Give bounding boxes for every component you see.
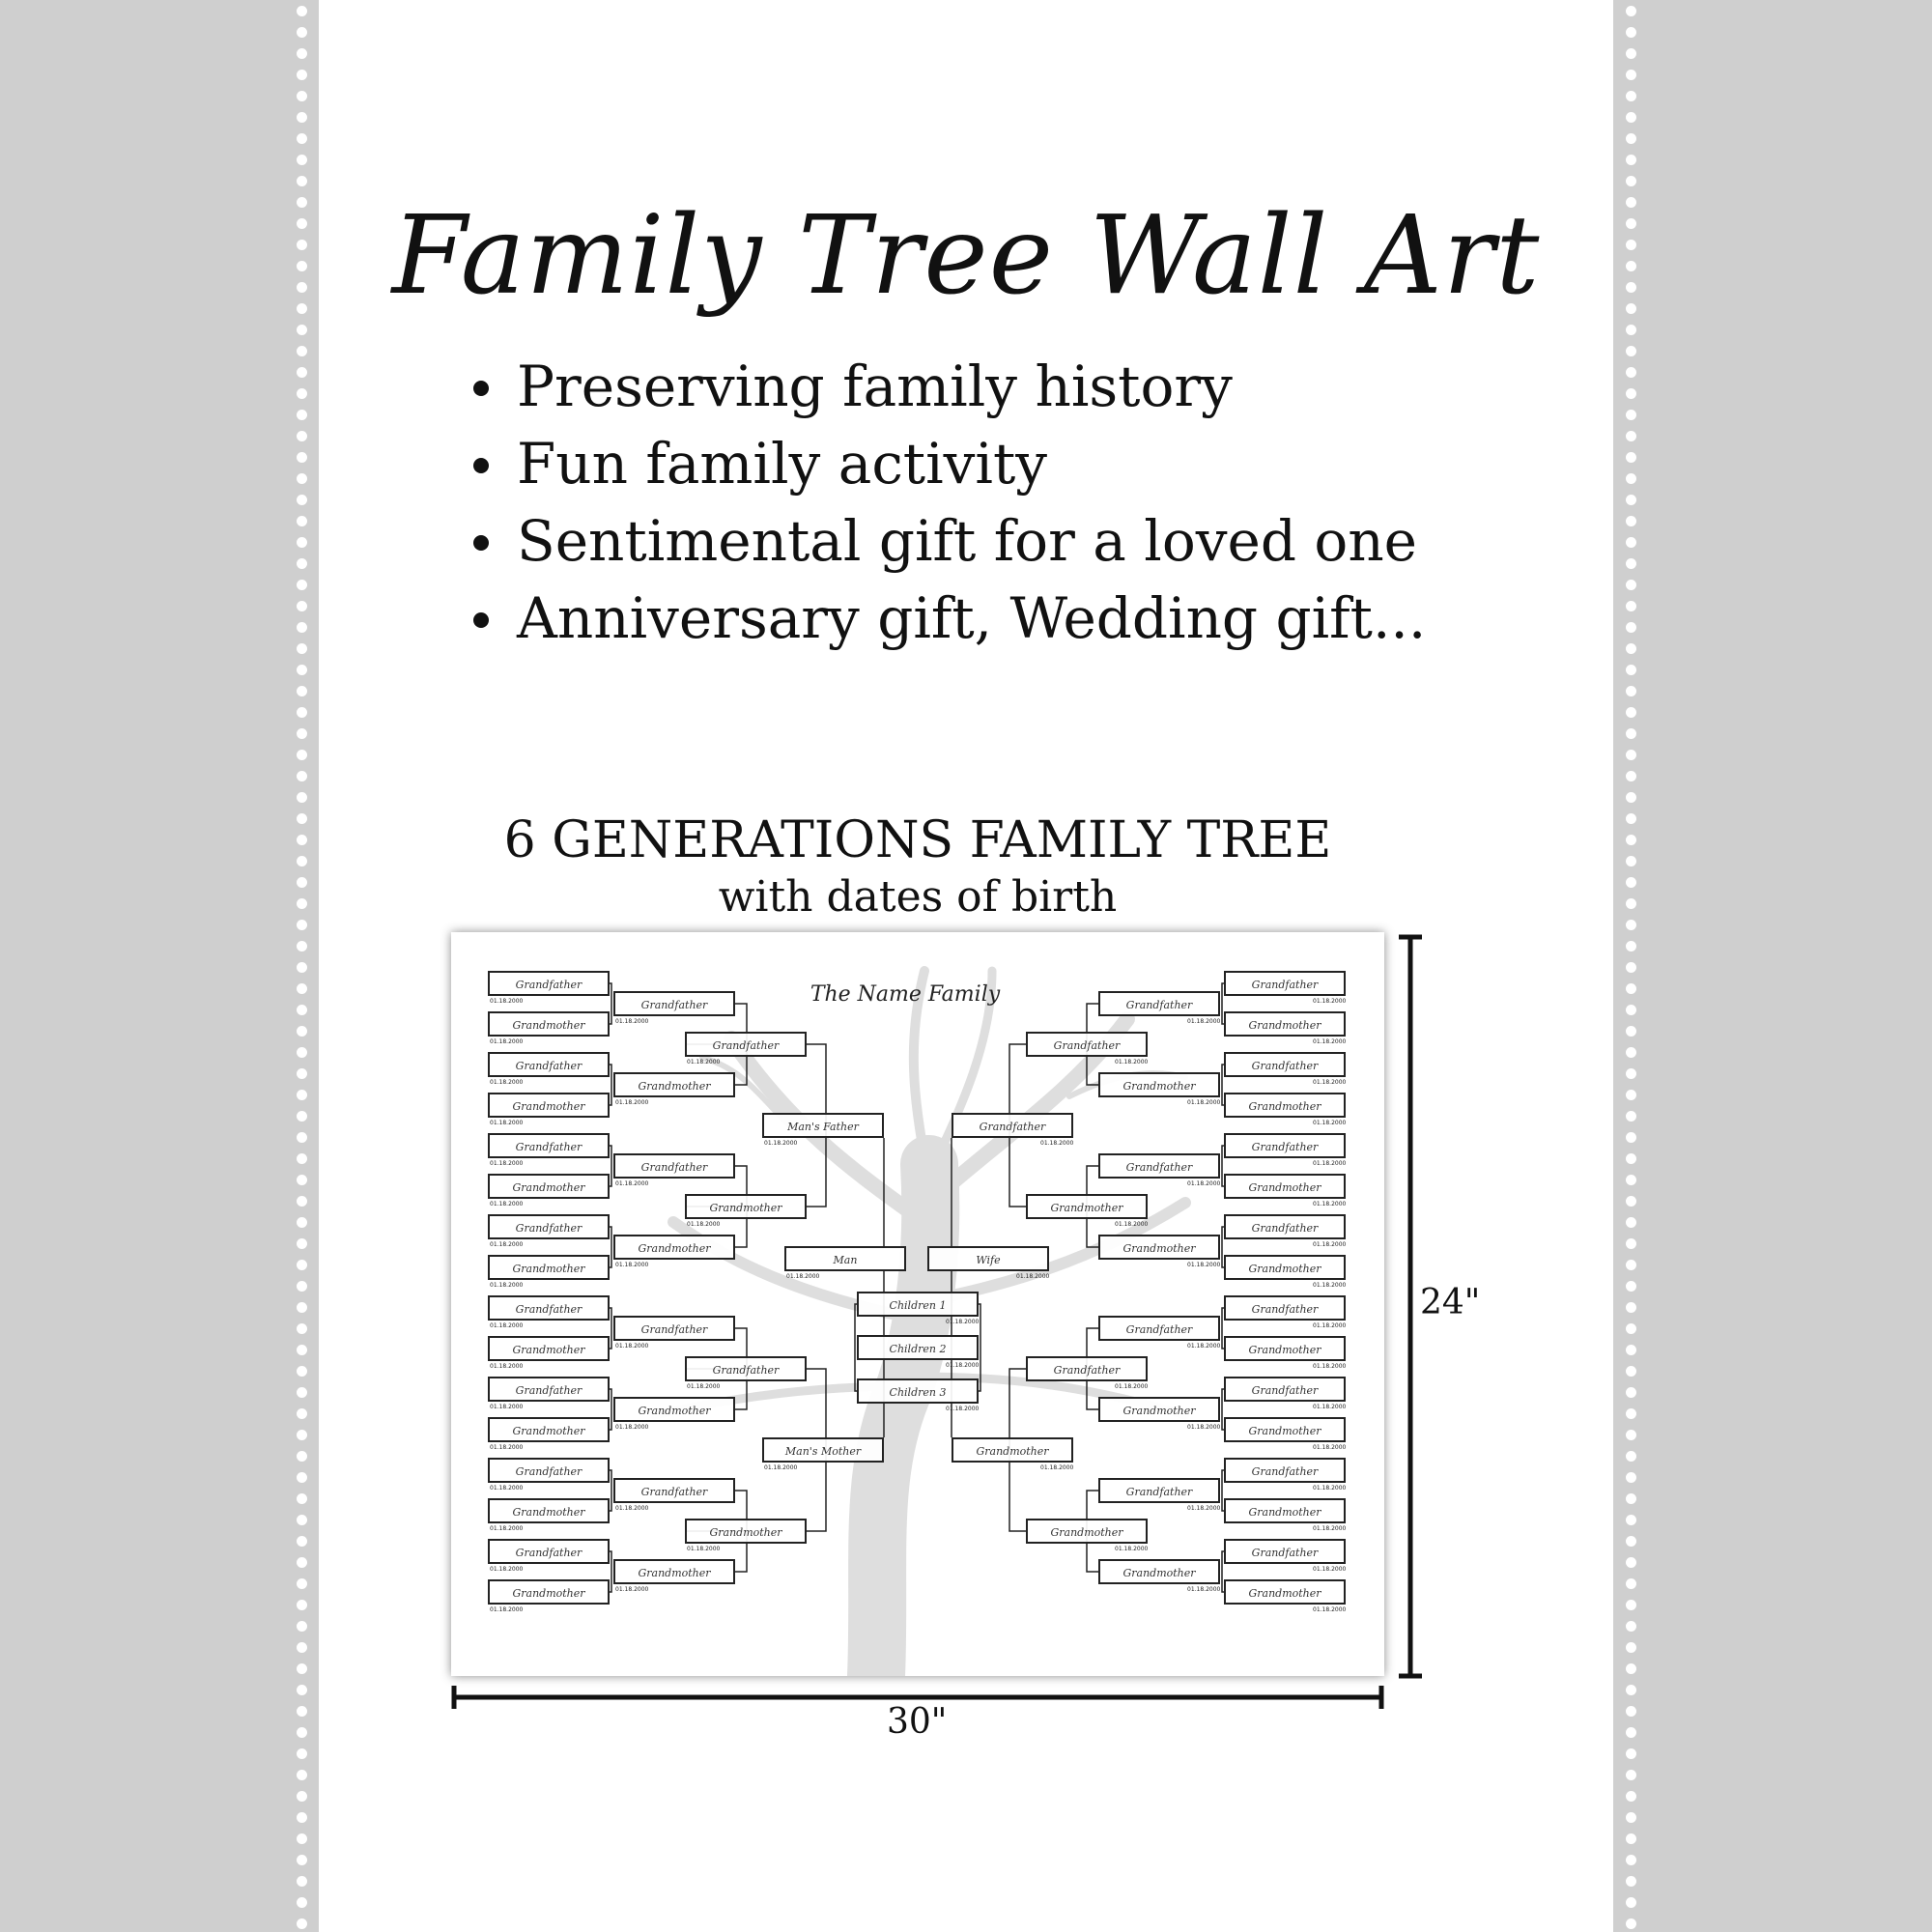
- birth-date: 01.18.2000: [786, 1273, 820, 1280]
- birth-date: 01.18.2000: [1187, 1099, 1221, 1106]
- grandmother-box: Grandmother: [1224, 1336, 1346, 1361]
- grandfather-box: Grandfather: [488, 1133, 610, 1158]
- grandfather-box: Grandfather: [1224, 1052, 1346, 1077]
- grandfather-box: Grandfather: [1026, 1032, 1148, 1057]
- mans-mother-box: Man's Mother: [762, 1437, 884, 1463]
- birth-date: 01.18.2000: [1313, 1160, 1347, 1167]
- birth-date: 01.18.2000: [1313, 998, 1347, 1005]
- grandmother-box: Grandmother: [1026, 1194, 1148, 1219]
- birth-date: 01.18.2000: [490, 1404, 524, 1410]
- grandfather-box: Grandfather: [1224, 1133, 1346, 1158]
- birth-date: 01.18.2000: [490, 1485, 524, 1492]
- grandfather-box: Grandfather: [1224, 1458, 1346, 1483]
- grandmother-box: Grandmother: [685, 1519, 807, 1544]
- wife-father-box: Grandfather: [952, 1113, 1073, 1138]
- grandmother-box: Grandmother: [488, 1174, 610, 1199]
- birth-date: 01.18.2000: [946, 1406, 980, 1412]
- grandmother-box: Grandmother: [613, 1072, 735, 1097]
- grandmother-box: Grandmother: [488, 1579, 610, 1605]
- birth-date: 01.18.2000: [1313, 1241, 1347, 1248]
- grandmother-box: Grandmother: [488, 1255, 610, 1280]
- birth-date: 01.18.2000: [615, 1505, 649, 1512]
- grandfather-box: Grandfather: [1098, 1478, 1220, 1503]
- grandfather-box: Grandfather: [613, 991, 735, 1016]
- grandmother-box: Grandmother: [1224, 1174, 1346, 1199]
- grandfather-box: Grandfather: [488, 1539, 610, 1564]
- birth-date: 01.18.2000: [1040, 1464, 1074, 1471]
- birth-date: 01.18.2000: [490, 1079, 524, 1086]
- grandmother-box: Grandmother: [1224, 1093, 1346, 1118]
- height-dimension-label: 24": [1420, 1283, 1481, 1322]
- grandfather-box: Grandfather: [1224, 1539, 1346, 1564]
- birth-date: 01.18.2000: [1115, 1059, 1149, 1065]
- child-box: Children 3: [857, 1378, 979, 1404]
- birth-date: 01.18.2000: [687, 1059, 721, 1065]
- grandmother-box: Grandmother: [613, 1397, 735, 1422]
- birth-date: 01.18.2000: [1115, 1221, 1149, 1228]
- grandfather-box: Grandfather: [613, 1153, 735, 1179]
- grandfather-box: Grandfather: [1224, 1377, 1346, 1402]
- birth-date: 01.18.2000: [1313, 1322, 1347, 1329]
- grandmother-box: Grandmother: [1224, 1417, 1346, 1442]
- birth-date: 01.18.2000: [490, 1363, 524, 1370]
- birth-date: 01.18.2000: [1016, 1273, 1050, 1280]
- grandmother-box: Grandmother: [488, 1417, 610, 1442]
- grandfather-box: Grandfather: [488, 1458, 610, 1483]
- page-title: Family Tree Wall Art: [391, 193, 1541, 319]
- grandfather-box: Grandfather: [1098, 991, 1220, 1016]
- grandmother-box: Grandmother: [488, 1093, 610, 1118]
- birth-date: 01.18.2000: [615, 1424, 649, 1431]
- birth-date: 01.18.2000: [490, 1606, 524, 1613]
- birth-date: 01.18.2000: [1313, 1444, 1347, 1451]
- grandmother-box: Grandmother: [1098, 1559, 1220, 1584]
- birth-date: 01.18.2000: [764, 1464, 798, 1471]
- birth-date: 01.18.2000: [1313, 1079, 1347, 1086]
- width-dimension-label: 30": [887, 1702, 948, 1742]
- grandfather-box: Grandfather: [488, 971, 610, 996]
- grandmother-box: Grandmother: [1098, 1235, 1220, 1260]
- wife-mother-box: Grandmother: [952, 1437, 1073, 1463]
- birth-date: 01.18.2000: [1187, 1343, 1221, 1350]
- grandmother-box: Grandmother: [685, 1194, 807, 1219]
- grandmother-box: Grandmother: [1098, 1397, 1220, 1422]
- birth-date: 01.18.2000: [687, 1221, 721, 1228]
- birth-date: 01.18.2000: [946, 1362, 980, 1369]
- grandmother-box: Grandmother: [1026, 1519, 1148, 1544]
- feature-item: Sentimental gift for a loved one: [473, 502, 1426, 580]
- birth-date: 01.18.2000: [946, 1319, 980, 1325]
- product-subtitle-line2: with dates of birth: [718, 872, 1118, 922]
- grandfather-box: Grandfather: [1224, 1214, 1346, 1239]
- grandmother-box: Grandmother: [613, 1235, 735, 1260]
- birth-date: 01.18.2000: [490, 1241, 524, 1248]
- birth-date: 01.18.2000: [490, 1038, 524, 1045]
- grandfather-box: Grandfather: [685, 1356, 807, 1381]
- child-box: Children 1: [857, 1292, 979, 1317]
- birth-date: 01.18.2000: [615, 1018, 649, 1025]
- grandfather-box: Grandfather: [1026, 1356, 1148, 1381]
- grandmother-box: Grandmother: [1224, 1579, 1346, 1605]
- grandmother-box: Grandmother: [1224, 1011, 1346, 1037]
- birth-date: 01.18.2000: [1115, 1546, 1149, 1552]
- grandmother-box: Grandmother: [488, 1011, 610, 1037]
- birth-date: 01.18.2000: [1313, 1363, 1347, 1370]
- grandfather-box: Grandfather: [488, 1052, 610, 1077]
- birth-date: 01.18.2000: [1313, 1566, 1347, 1573]
- birth-date: 01.18.2000: [490, 1566, 524, 1573]
- grandfather-box: Grandfather: [1098, 1316, 1220, 1341]
- feature-item: Fun family activity: [473, 425, 1426, 502]
- mans-father-box: Man's Father: [762, 1113, 884, 1138]
- birth-date: 01.18.2000: [1187, 1262, 1221, 1268]
- birth-date: 01.18.2000: [490, 998, 524, 1005]
- grandmother-box: Grandmother: [1224, 1255, 1346, 1280]
- birth-date: 01.18.2000: [615, 1180, 649, 1187]
- birth-date: 01.18.2000: [687, 1383, 721, 1390]
- birth-date: 01.18.2000: [1313, 1525, 1347, 1532]
- feature-item: Anniversary gift, Wedding gift...: [473, 580, 1426, 657]
- birth-date: 01.18.2000: [1187, 1180, 1221, 1187]
- birth-date: 01.18.2000: [1313, 1606, 1347, 1613]
- birth-date: 01.18.2000: [615, 1343, 649, 1350]
- grandfather-box: Grandfather: [488, 1295, 610, 1321]
- grandfather-box: Grandfather: [613, 1478, 735, 1503]
- birth-date: 01.18.2000: [490, 1120, 524, 1126]
- birth-date: 01.18.2000: [1313, 1282, 1347, 1289]
- birth-date: 01.18.2000: [490, 1444, 524, 1451]
- grandfather-box: Grandfather: [488, 1377, 610, 1402]
- grandfather-box: Grandfather: [1224, 1295, 1346, 1321]
- grandfather-box: Grandfather: [685, 1032, 807, 1057]
- birth-date: 01.18.2000: [1313, 1404, 1347, 1410]
- birth-date: 01.18.2000: [490, 1160, 524, 1167]
- birth-date: 01.18.2000: [1187, 1505, 1221, 1512]
- birth-date: 01.18.2000: [1187, 1018, 1221, 1025]
- poster-title: The Name Family: [810, 982, 1001, 1007]
- birth-date: 01.18.2000: [490, 1322, 524, 1329]
- grandfather-box: Grandfather: [613, 1316, 735, 1341]
- birth-date: 01.18.2000: [1313, 1120, 1347, 1126]
- birth-date: 01.18.2000: [764, 1140, 798, 1147]
- birth-date: 01.18.2000: [1040, 1140, 1074, 1147]
- grandfather-box: Grandfather: [1098, 1153, 1220, 1179]
- birth-date: 01.18.2000: [1313, 1485, 1347, 1492]
- grandfather-box: Grandfather: [1224, 971, 1346, 996]
- birth-date: 01.18.2000: [1313, 1038, 1347, 1045]
- grandmother-box: Grandmother: [488, 1498, 610, 1523]
- grandmother-box: Grandmother: [613, 1559, 735, 1584]
- birth-date: 01.18.2000: [1187, 1586, 1221, 1593]
- birth-date: 01.18.2000: [490, 1201, 524, 1208]
- man-box: Man: [784, 1246, 906, 1271]
- child-box: Children 2: [857, 1335, 979, 1360]
- grandmother-box: Grandmother: [1224, 1498, 1346, 1523]
- birth-date: 01.18.2000: [1313, 1201, 1347, 1208]
- grandfather-box: Grandfather: [488, 1214, 610, 1239]
- product-subtitle: 6 GENERATIONS FAMILY TREE: [503, 811, 1332, 869]
- grandmother-box: Grandmother: [488, 1336, 610, 1361]
- birth-date: 01.18.2000: [490, 1282, 524, 1289]
- birth-date: 01.18.2000: [490, 1525, 524, 1532]
- birth-date: 01.18.2000: [615, 1586, 649, 1593]
- wife-box: Wife: [927, 1246, 1049, 1271]
- birth-date: 01.18.2000: [615, 1262, 649, 1268]
- grandmother-box: Grandmother: [1098, 1072, 1220, 1097]
- birth-date: 01.18.2000: [687, 1546, 721, 1552]
- birth-date: 01.18.2000: [615, 1099, 649, 1106]
- birth-date: 01.18.2000: [1115, 1383, 1149, 1390]
- feature-item: Preserving family history: [473, 348, 1426, 425]
- birth-date: 01.18.2000: [1187, 1424, 1221, 1431]
